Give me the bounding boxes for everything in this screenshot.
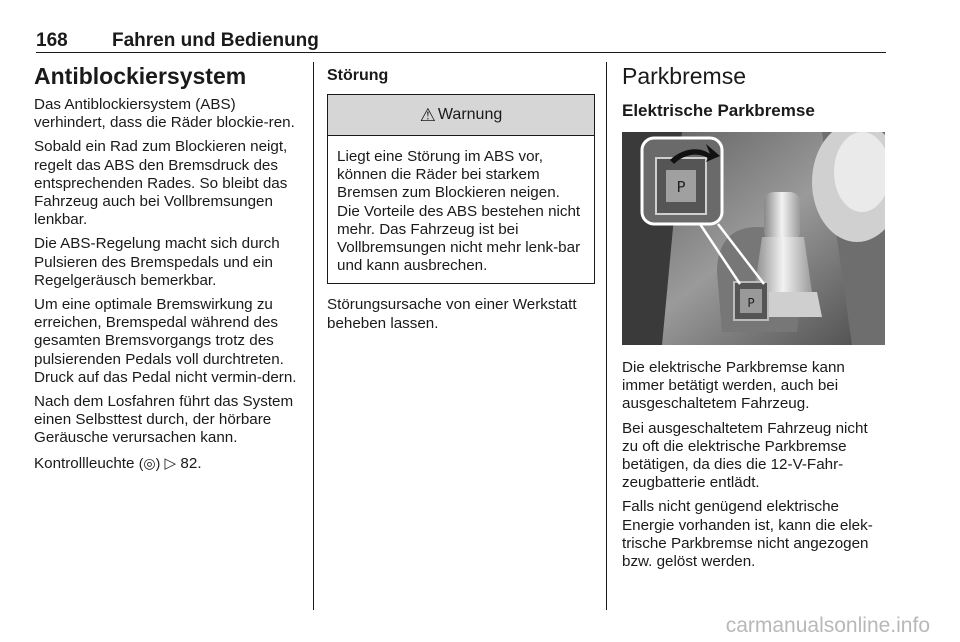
abs-warning-icon: (◎) (138, 454, 161, 471)
page-ref-arrow-icon: ▷ (164, 454, 177, 472)
indicator-page-ref[interactable]: 82. (180, 454, 202, 472)
indicator-label: Kontrollleuchte (34, 454, 135, 472)
paragraph: Das Antiblockiersystem (ABS) verhindert, dass die Räder blockie-ren. (34, 96, 295, 132)
paragraph: Um eine optimale Bremswirkung zu erreichen, Bremspedal während des gesamten Bremsvorgangs trotz des pulsierenden Pedals voll durchtreten. Druck auf das Pedal nicht vermin-dern. (34, 296, 297, 386)
paragraph: Falls nicht genügend elektrische Energie vorhanden ist, kann die elek-trische Parkbremse nicht angezogen bzw. gelöst werden. (622, 498, 873, 571)
column-divider (313, 62, 314, 610)
section-subtitle-electric-parking-brake: Elektrische Parkbremse (622, 101, 815, 120)
paragraph: Bei ausgeschaltetem Fahrzeug nicht zu oft die elektrische Parkbremse betätigen, da dies die 12-V-Fahr-zeugbatterie entlädt. (622, 419, 868, 492)
warning-body (328, 136, 594, 283)
paragraph: Nach dem Losfahren führt das System einen Selbsttest durch, der hörbare Geräusche verursachen kann. (34, 393, 294, 447)
svg-text:P: P (676, 178, 686, 196)
column-divider (606, 62, 607, 610)
paragraph: Sobald ein Rad zum Blockieren neigt, regelt das ABS den Bremsdruck des entsprechenden Rades. So bleibt das Fahrzeug auch bei Vollbremsungen lenkbar. (34, 138, 288, 229)
column-abs (34, 62, 304, 479)
page-header (36, 30, 886, 53)
warning-title: Warnung (437, 106, 503, 123)
parking-brake-switch-illustration (622, 132, 885, 345)
paragraph: Die elektrische Parkbremse kann immer betätigt werden, auch bei ausgeschaltetem Fahrzeug. (622, 359, 845, 413)
section-title-parking-brake: Parkbremse (622, 63, 746, 89)
warning-triangle-icon: ⚠ (419, 104, 436, 125)
warning-header (328, 95, 594, 136)
watermark: carmanualsonline.info (725, 614, 930, 637)
paragraph: Störungsursache von einer Werkstatt beheben lassen. (327, 296, 577, 332)
paragraph: Die ABS-Regelung macht sich durch Pulsieren des Bremspedals und ein Regelgeräusch bemerkbar. (34, 235, 280, 289)
running-head: Fahren und Bedienung (112, 30, 319, 51)
svg-text:P: P (747, 296, 755, 310)
warning-text: Liegt eine Störung im ABS vor, können die Räder bei starkem Bremsen zum Blockieren neigen. Die Vorteile des ABS bestehen nicht mehr. Das Fahrzeug ist bei Vollbremsungen nicht mehr lenk-bar und kann ausbrechen. (337, 148, 581, 275)
column-fault (327, 62, 595, 339)
column-parking-brake (622, 62, 887, 577)
page-number: 168 (36, 30, 68, 51)
section-title-abs: Antiblockiersystem (34, 63, 247, 89)
indicator-reference (34, 454, 304, 473)
warning-box (327, 94, 595, 284)
section-subtitle-fault: Störung (327, 67, 389, 84)
